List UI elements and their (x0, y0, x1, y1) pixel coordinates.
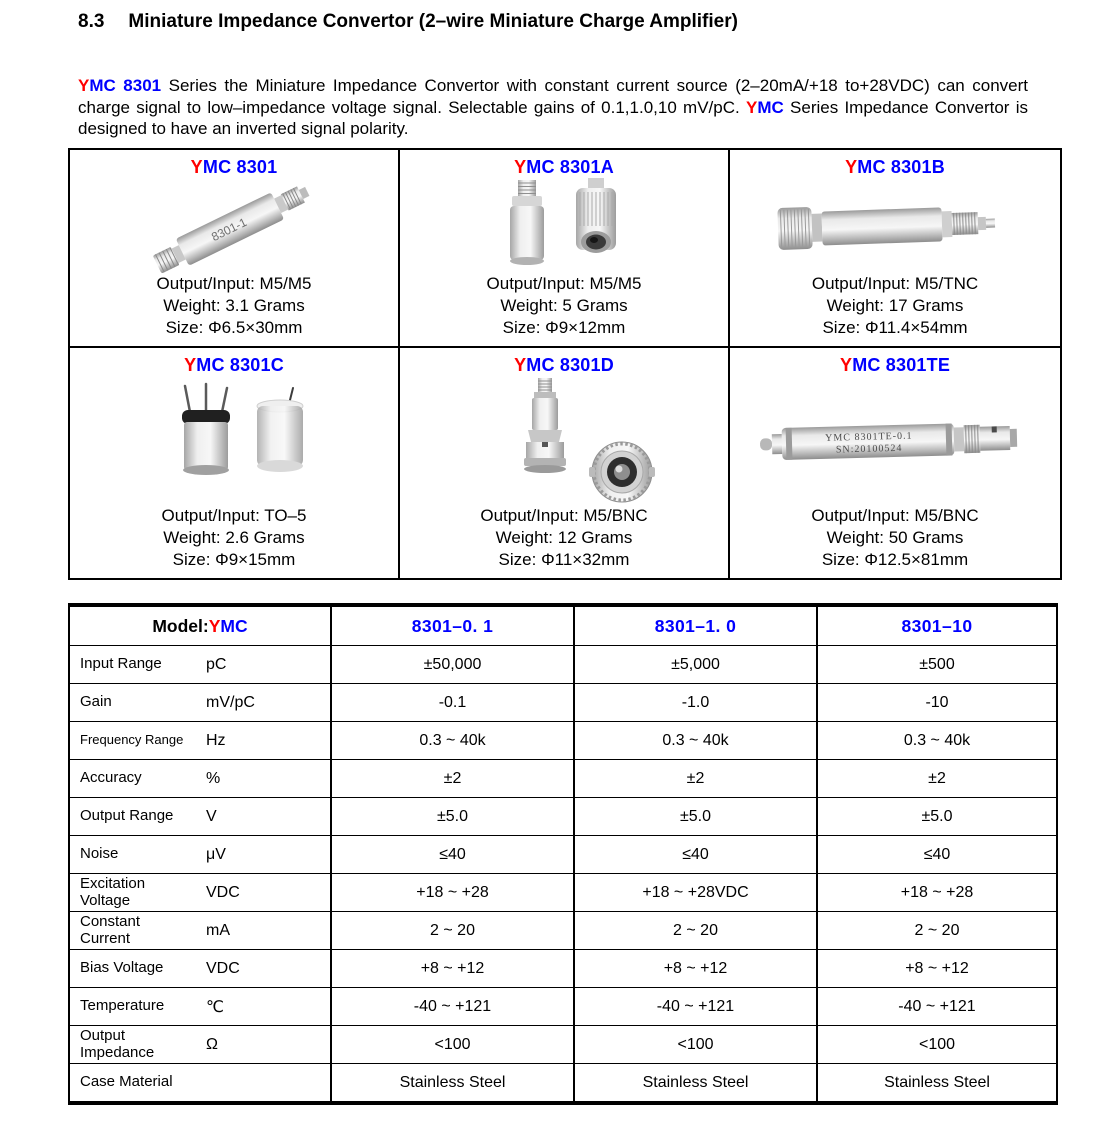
spec-value: ±2 (330, 760, 573, 797)
product-photo-label: 8301-1 (209, 214, 249, 244)
spec-param-label: Temperature (80, 997, 165, 1015)
spec-param-label: Accuracy (80, 769, 142, 787)
product-photo-serial: SN:20100524 (835, 442, 903, 456)
spec-param-unit: μV (206, 845, 226, 863)
spec-param-unit: V (206, 807, 217, 825)
spec-table (68, 603, 1058, 1105)
intro-text: Series the Miniature Impedance Convertor with constant current source (2–20mA/+18 to+28VDC) can convert charge signal to low–impedance voltage signal. Selectable gains of 0.1,1.0,10 mV/pC. (78, 76, 1028, 117)
spec-value: ±2 (816, 760, 1056, 797)
spec-header-row (70, 607, 1056, 645)
product-specs (157, 273, 312, 346)
product-card (70, 348, 400, 578)
product-output-input: Output/Input: M5/BNC (480, 506, 648, 525)
brand-model: MC 8301TE (852, 355, 951, 375)
spec-value: ≤40 (816, 836, 1056, 873)
spec-value: +18 ~ +28 (816, 874, 1056, 911)
spec-param-cell (70, 646, 330, 683)
spec-header-model (70, 607, 330, 645)
brand-letter: Y (190, 157, 203, 177)
brand-letter: Y (514, 355, 527, 375)
spec-param-label: Output Impedance (80, 1027, 155, 1061)
product-specs (162, 505, 307, 578)
product-photo (70, 376, 398, 505)
spec-value: ±500 (816, 646, 1056, 683)
spec-value: 2 ~ 20 (330, 912, 573, 949)
brand-model: MC (757, 97, 784, 117)
spec-value: +8 ~ +12 (573, 950, 816, 987)
spec-header-col: 8301–10 (816, 607, 1056, 645)
product-photo-label: YMC 8301TE-0.1 (825, 430, 913, 444)
spec-value: ±5,000 (573, 646, 816, 683)
product-photo (400, 376, 728, 505)
product-output-input: Output/Input: M5/TNC (811, 274, 979, 293)
spec-param-unit: Ω (206, 1035, 218, 1053)
spec-row (70, 1025, 1056, 1063)
product-weight: Weight: 3.1 Grams (163, 296, 305, 315)
spec-value: Stainless Steel (573, 1064, 816, 1101)
spec-row (70, 645, 1056, 683)
spec-row (70, 1063, 1056, 1101)
spec-value: -10 (816, 684, 1056, 721)
brand-model: MC 8301 (89, 76, 162, 95)
brand-model: MC 8301D (526, 355, 614, 375)
spec-param-label: Bias Voltage (80, 959, 164, 977)
spec-param-label: Frequency Range (80, 732, 184, 748)
spec-param-label: Constant Current (80, 913, 141, 947)
spec-param-cell (70, 950, 330, 987)
brand-model: MC 8301C (196, 355, 284, 375)
spec-value: 0.3 ~ 40k (330, 722, 573, 759)
product-size: Size: Φ11.4×54mm (822, 318, 968, 337)
brand-letter: Y (184, 355, 197, 375)
product-card (730, 348, 1060, 578)
spec-value: 2 ~ 20 (573, 912, 816, 949)
spec-param-label: Noise (80, 845, 119, 863)
spec-value: Stainless Steel (816, 1064, 1056, 1101)
spec-param-unit: VDC (206, 883, 240, 901)
spec-value: ±5.0 (816, 798, 1056, 835)
spec-param-unit: % (206, 769, 221, 787)
product-photo (730, 178, 1060, 273)
product-photo (730, 376, 1060, 505)
spec-value: <100 (330, 1026, 573, 1063)
spec-value: ±5.0 (573, 798, 816, 835)
product-card (70, 150, 400, 348)
section-heading (78, 11, 738, 33)
spec-value: <100 (573, 1026, 816, 1063)
spec-param-cell (70, 1064, 330, 1101)
brand-letter: Y (514, 157, 527, 177)
product-weight: Weight: 50 Grams (826, 528, 964, 547)
spec-param-cell (70, 1026, 330, 1063)
spec-param-unit: mV/pC (206, 693, 255, 711)
spec-value: -0.1 (330, 684, 573, 721)
spec-row (70, 987, 1056, 1025)
intro-text: Series Impedance Convertor is designed to have an inverted signal polarity. (78, 97, 1028, 138)
spec-value: +18 ~ +28VDC (573, 874, 816, 911)
spec-value: <100 (816, 1026, 1056, 1063)
model-label: Model: (152, 615, 209, 636)
spec-value: 0.3 ~ 40k (816, 722, 1056, 759)
product-title (845, 157, 945, 178)
brand-letter: Y (839, 355, 853, 375)
brand-model: MC (220, 615, 248, 636)
product-card (730, 150, 1060, 348)
product-specs (487, 273, 642, 346)
product-photo (70, 178, 398, 273)
spec-value: +18 ~ +28 (330, 874, 573, 911)
product-size: Size: Φ6.5×30mm (165, 318, 303, 337)
spec-value: -40 ~ +121 (330, 988, 573, 1025)
brand-letter: Y (845, 157, 858, 177)
product-weight: Weight: 2.6 Grams (163, 528, 305, 547)
brand-model: MC 8301A (526, 157, 614, 177)
spec-rows (70, 645, 1056, 1101)
spec-value: ±50,000 (330, 646, 573, 683)
spec-param-unit: mA (206, 921, 230, 939)
product-title (514, 157, 614, 178)
brand-model: MC 8301B (857, 157, 945, 177)
spec-row (70, 835, 1056, 873)
product-specs (811, 505, 978, 578)
spec-param-label: Output Range (80, 807, 174, 825)
spec-param-unit: ℃ (206, 998, 224, 1016)
product-photo (400, 178, 728, 273)
product-card (400, 348, 730, 578)
spec-value: ≤40 (330, 836, 573, 873)
spec-value: Stainless Steel (330, 1064, 573, 1101)
brand-model: MC 8301 (202, 157, 278, 177)
spec-param-cell (70, 988, 330, 1025)
spec-value: ±2 (573, 760, 816, 797)
product-output-input: Output/Input: TO–5 (161, 506, 307, 525)
product-card (400, 150, 730, 348)
brand-letter: Y (78, 76, 90, 95)
spec-value: 0.3 ~ 40k (573, 722, 816, 759)
spec-value: +8 ~ +12 (330, 950, 573, 987)
spec-param-cell (70, 912, 330, 949)
product-specs (812, 273, 978, 346)
spec-header-col: 8301–0. 1 (330, 607, 573, 645)
spec-param-unit: pC (206, 655, 227, 673)
spec-value: ≤40 (573, 836, 816, 873)
product-size: Size: Φ9×15mm (172, 550, 296, 569)
spec-param-cell (70, 684, 330, 721)
product-grid-table (68, 148, 1062, 580)
product-output-input: Output/Input: M5/M5 (486, 274, 642, 293)
intro-paragraph (78, 75, 1028, 140)
spec-header-col: 8301–1. 0 (573, 607, 816, 645)
spec-value: -1.0 (573, 684, 816, 721)
spec-param-cell (70, 836, 330, 873)
product-title (191, 157, 278, 178)
spec-row (70, 949, 1056, 987)
product-output-input: Output/Input: M5/M5 (156, 274, 312, 293)
spec-row (70, 911, 1056, 949)
product-size: Size: Φ12.5×81mm (821, 550, 969, 569)
spec-row (70, 683, 1056, 721)
spec-row (70, 721, 1056, 759)
product-weight: Weight: 17 Grams (826, 296, 964, 315)
product-weight: Weight: 5 Grams (500, 296, 628, 315)
product-title (514, 355, 614, 376)
product-weight: Weight: 12 Grams (495, 528, 633, 547)
spec-value: -40 ~ +121 (816, 988, 1056, 1025)
product-title (840, 355, 950, 376)
brand-letter: Y (745, 97, 758, 117)
spec-value: ±5.0 (330, 798, 573, 835)
product-size: Size: Φ9×12mm (502, 318, 626, 337)
product-output-input: Output/Input: M5/BNC (811, 506, 979, 525)
spec-row (70, 873, 1056, 911)
section-number: 8.3 (78, 11, 105, 32)
spec-param-cell (70, 722, 330, 759)
product-size: Size: Φ11×32mm (498, 550, 630, 569)
product-specs (480, 505, 647, 578)
spec-param-label: Input Range (80, 655, 162, 673)
spec-param-unit: VDC (206, 959, 240, 977)
spec-param-label: Case Material (80, 1073, 173, 1091)
spec-param-cell (70, 874, 330, 911)
spec-value: -40 ~ +121 (573, 988, 816, 1025)
spec-param-label: Gain (80, 693, 112, 711)
section-title: Miniature Impedance Convertor (2–wire Miniature Charge Amplifier) (128, 11, 738, 32)
spec-value: +8 ~ +12 (816, 950, 1056, 987)
spec-param-unit: Hz (206, 731, 226, 749)
spec-param-cell (70, 760, 330, 797)
spec-row (70, 797, 1056, 835)
brand-letter: Y (208, 615, 221, 636)
product-title (184, 355, 284, 376)
spec-row (70, 759, 1056, 797)
spec-value: 2 ~ 20 (816, 912, 1056, 949)
spec-param-cell (70, 798, 330, 835)
spec-param-label: Excitation Voltage (80, 875, 146, 909)
